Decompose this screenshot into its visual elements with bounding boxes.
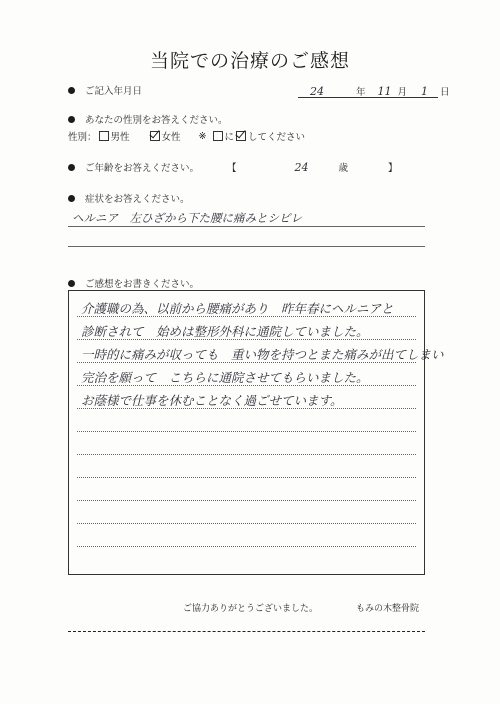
male-checkbox[interactable] <box>99 131 109 141</box>
gender-note-prefix: ※ <box>198 130 207 142</box>
ruled-line <box>77 477 416 478</box>
symptoms-prompt: 症状をお答えください。 <box>85 194 190 205</box>
ruled-line <box>77 362 416 363</box>
age-prompt: ご年齢をお答えください。 <box>85 163 200 174</box>
date-label: ご記入年月日 <box>85 86 143 97</box>
date-month-label: 月 <box>397 87 408 98</box>
impression-line: お蔭様で仕事を休むことなく過ごせています。 <box>81 393 343 408</box>
age-close-bracket: 】 <box>388 163 398 174</box>
ruled-line <box>77 431 416 432</box>
cut-line <box>68 631 425 632</box>
impressions-prompt: ご感想をお書きください。 <box>85 279 200 290</box>
ruled-line <box>77 523 416 524</box>
ruled-line <box>77 454 416 455</box>
symptoms-row <box>68 191 190 205</box>
ruled-line <box>77 385 416 386</box>
date-underline <box>298 97 438 98</box>
date-row <box>68 83 142 97</box>
age-row <box>68 160 398 174</box>
impression-line: 介護職の為、以前から腰痛があり 昨年春にヘルニアと <box>81 301 394 316</box>
note-empty-box-icon <box>213 131 223 141</box>
female-label: 女性 <box>161 132 181 143</box>
ruled-line <box>77 546 416 547</box>
impressions-box <box>68 290 444 575</box>
age-unit: 歳 <box>338 163 349 174</box>
ruled-line <box>77 316 416 317</box>
page-title: 当院での治療のご感想 <box>149 50 350 72</box>
symptoms-line <box>68 246 425 247</box>
gender-label: 性別： <box>68 132 97 143</box>
gender-note-suffix: してください <box>248 132 306 143</box>
date-day-value: 1 <box>421 85 429 98</box>
date-year-value: 24 <box>310 85 324 98</box>
gender-options <box>68 129 305 143</box>
age-open-bracket: 【 <box>227 163 237 174</box>
clinic-name: もみの木整骨院 <box>356 604 420 614</box>
gender-prompt: あなたの性別をお答えください。 <box>85 115 228 126</box>
impression-line: 完治を願って こちらに通院させてもらいました。 <box>81 370 369 385</box>
ruled-line <box>77 408 416 409</box>
bullet-icon <box>68 87 75 94</box>
ruled-line <box>77 339 416 340</box>
bullet-icon <box>68 280 75 287</box>
symptoms-answer: ヘルニア 左ひざから下た腰に痛みとシビレ <box>72 211 302 225</box>
gender-note-mid: に <box>224 132 235 143</box>
bullet-icon <box>68 116 75 123</box>
bullet-icon <box>68 195 75 202</box>
date-month-value: 11 <box>377 85 392 98</box>
impressions-row <box>68 276 199 290</box>
note-checked-box-icon <box>236 131 246 141</box>
female-checkbox[interactable] <box>150 131 160 141</box>
gender-prompt-row <box>68 112 228 126</box>
age-value: 24 <box>294 160 309 174</box>
bullet-icon <box>68 164 75 171</box>
symptoms-line <box>68 226 425 227</box>
date-field <box>304 84 450 98</box>
impression-line: 診断されて 始めは整形外科に通院していました。 <box>81 324 369 339</box>
impression-line: 一時的に痛みが収っても 重い物を持つとまた痛みが出てしまい <box>81 347 444 362</box>
date-day-label: 日 <box>440 87 450 98</box>
male-label: 男性 <box>110 132 130 143</box>
date-year-label: 年 <box>356 87 366 98</box>
ruled-line <box>77 500 416 501</box>
thanks-text: ご協力ありがとうございました。 <box>183 604 319 614</box>
